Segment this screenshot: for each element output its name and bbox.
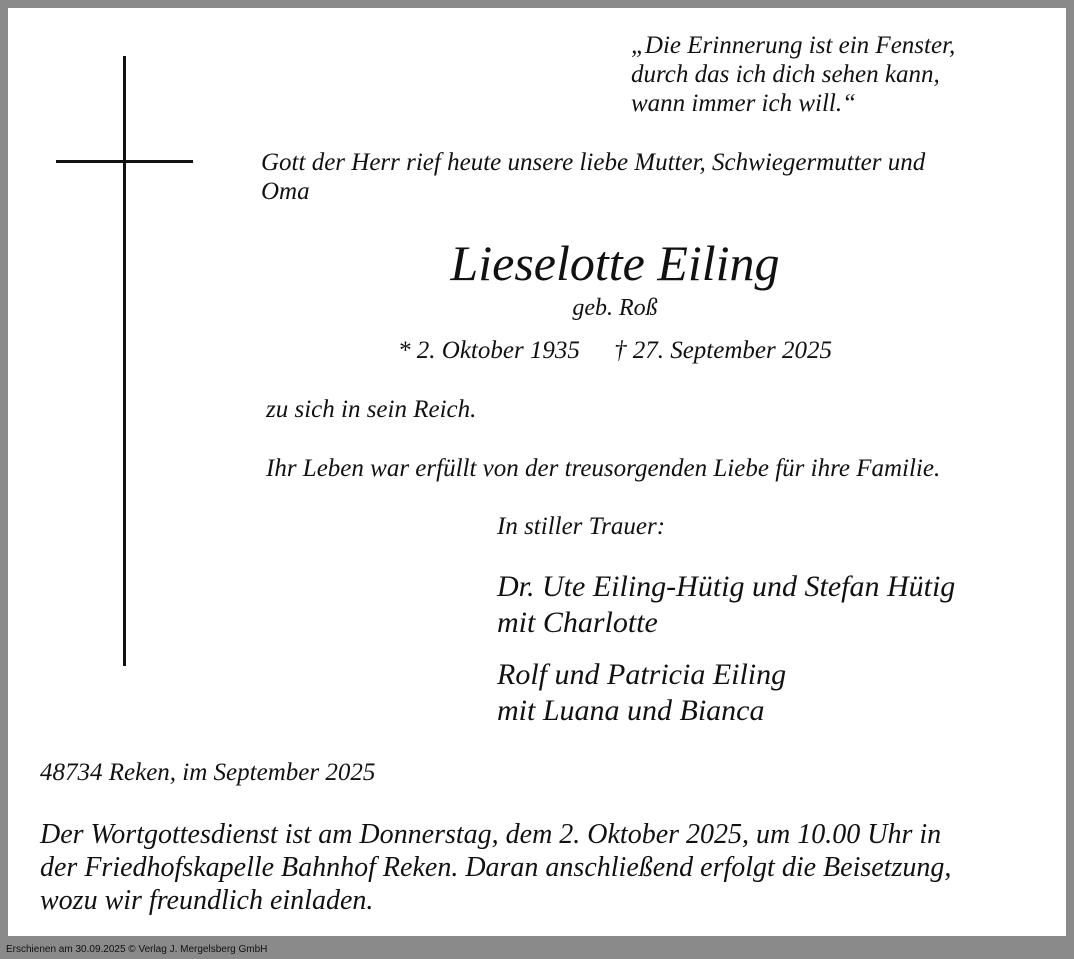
mourner-group: [497, 569, 955, 641]
cross-icon-horizontal-bar: [56, 160, 193, 163]
quote-line: wann immer ich will.“: [631, 90, 857, 117]
life-dates: [8, 336, 1074, 365]
mourning-heading: In stiller Trauer:: [497, 513, 666, 540]
birth-name: geb. Roß: [572, 295, 658, 321]
deceased-name: Lieselotte Eiling: [450, 235, 780, 291]
intro-text: [261, 148, 925, 206]
reich-text: zu sich in sein Reich.: [266, 396, 477, 423]
life-text: Ihr Leben war erfüllt von der treusorgenden Liebe für ihre Familie.: [266, 455, 941, 482]
mourner-line: mit Charlotte: [497, 606, 658, 639]
mourner-line: Dr. Ute Eiling-Hütig und Stefan Hütig: [497, 570, 956, 603]
service-line: Der Wortgottesdienst ist am Donnerstag, dem 2. Oktober 2025, um 10.00 Uhr in: [40, 819, 942, 850]
obituary-notice: [8, 8, 1066, 936]
memorial-quote: [631, 31, 955, 118]
mourner-line: mit Luana und Bianca: [497, 694, 765, 727]
service-info: [40, 818, 951, 917]
intro-line: Oma: [261, 178, 310, 205]
death-date: † 27. September 2025: [613, 337, 832, 364]
service-line: wozu wir freundlich einladen.: [40, 885, 374, 916]
quote-line: durch das ich dich sehen kann,: [631, 61, 940, 88]
publication-footer: Erschienen am 30.09.2025 © Verlag J. Mergelsberg GmbH: [6, 944, 268, 955]
mourner-line: Rolf und Patricia Eiling: [497, 658, 787, 691]
intro-line: Gott der Herr rief heute unsere liebe Mutter, Schwiegermutter und: [261, 149, 926, 176]
birth-date: * 2. Oktober 1935: [398, 337, 580, 364]
quote-line: „Die Erinnerung ist ein Fenster,: [631, 32, 956, 59]
place-date: 48734 Reken, im September 2025: [40, 759, 376, 786]
mourner-group: [497, 657, 786, 729]
service-line: der Friedhofskapelle Bahnhof Reken. Daran anschließend erfolgt die Beisetzung,: [40, 852, 952, 883]
